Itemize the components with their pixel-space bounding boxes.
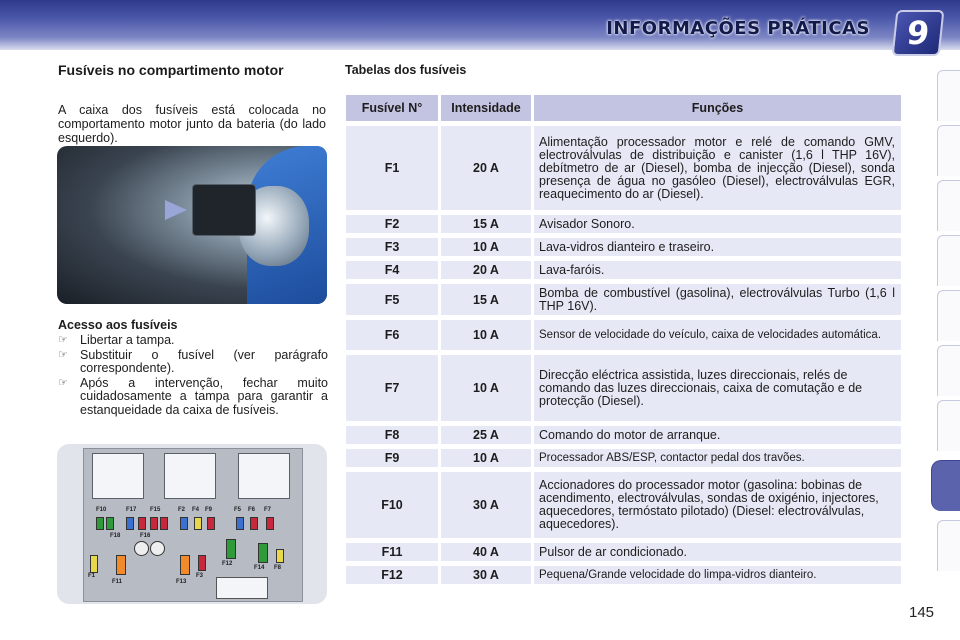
fuse-label: F11 xyxy=(112,579,123,585)
relay-slot xyxy=(238,453,290,499)
side-tabs xyxy=(932,70,960,580)
fuse-label: F2 xyxy=(178,507,186,513)
intro-paragraph: A caixa dos fusíveis está colocada no comportamento motor junto da bateria (do lado esquerdo). xyxy=(58,103,326,145)
amperage-cell: 20 A xyxy=(441,126,531,210)
table-row xyxy=(346,355,901,421)
connector-circle xyxy=(150,541,165,556)
fuse-green xyxy=(258,543,268,563)
fuse-orange xyxy=(180,555,190,575)
pointing-hand-icon: ☞ xyxy=(58,334,68,346)
amperage-cell: 30 A xyxy=(441,472,531,538)
fuse-cell: F7 xyxy=(346,355,438,421)
side-tab[interactable] xyxy=(937,70,960,121)
fuse-label: F5 xyxy=(234,507,242,513)
fuse-label: F17 xyxy=(126,507,137,513)
side-tab[interactable] xyxy=(937,235,960,286)
amperage-cell: 30 A xyxy=(441,566,531,584)
fuse-box-diagram xyxy=(57,444,327,604)
fuse-cell: F10 xyxy=(346,472,438,538)
fuse-red xyxy=(207,517,215,530)
relay-slot xyxy=(92,453,144,499)
side-tab-active[interactable] xyxy=(931,460,960,511)
column-header-functions: Funções xyxy=(534,95,901,121)
fuse-panel xyxy=(83,448,303,602)
amperage-cell: 15 A xyxy=(441,215,531,233)
connector-block xyxy=(216,577,268,599)
pointing-hand-icon: ☞ xyxy=(58,376,68,389)
fuse-label: F3 xyxy=(196,573,204,579)
section-title: Fusíveis no compartimento motor xyxy=(58,62,284,78)
table-header-row xyxy=(346,95,901,121)
fuse-orange xyxy=(116,555,126,575)
table-row xyxy=(346,284,901,315)
table-title: Tabelas dos fusíveis xyxy=(345,63,467,77)
fuse-label: F8 xyxy=(274,565,282,571)
table-row xyxy=(346,320,901,350)
fuse-cell: F4 xyxy=(346,261,438,279)
access-title: Acesso aos fusíveis xyxy=(58,318,178,332)
amperage-cell: 10 A xyxy=(441,320,531,350)
side-tab[interactable] xyxy=(937,125,960,176)
arrow-icon xyxy=(165,200,187,220)
list-item xyxy=(58,334,328,348)
fuse-cell: F11 xyxy=(346,543,438,561)
page-number: 145 xyxy=(909,604,935,621)
fuse-box xyxy=(192,184,256,236)
fuse-red xyxy=(198,555,206,571)
fuse-label: F12 xyxy=(222,561,233,567)
fuse-cell: F6 xyxy=(346,320,438,350)
function-cell: Accionadores do processador motor (gasolina: bobinas de acendimento, electroválvulas, sondas de oxigénio, injectores, aquecedores, termóstato pilotado) (Diesel: electroválvulas, aquecedores). xyxy=(534,472,901,538)
chapter-badge: 9 xyxy=(892,10,945,56)
fuse-label: F16 xyxy=(140,533,151,539)
fuse-label: F14 xyxy=(254,565,265,571)
fuse-label: F13 xyxy=(176,579,187,585)
amperage-cell: 10 A xyxy=(441,355,531,421)
fuse-blue xyxy=(236,517,244,530)
fuse-label: F18 xyxy=(110,533,121,539)
side-tab[interactable] xyxy=(937,520,960,571)
fuse-label: F9 xyxy=(205,507,213,513)
fuse-red xyxy=(160,517,168,530)
engine-compartment-photo xyxy=(57,146,327,304)
function-cell: Avisador Sonoro. xyxy=(534,215,901,233)
table-row xyxy=(346,126,901,210)
fuse-red xyxy=(138,517,146,530)
fuse-yellow xyxy=(194,517,202,530)
fuse-label: F10 xyxy=(96,507,107,513)
page-header xyxy=(0,0,960,50)
fuse-cell: F2 xyxy=(346,215,438,233)
column-header-intensity: Intensidade xyxy=(441,95,531,121)
function-cell: Pequena/Grande velocidade do limpa-vidros dianteiro. xyxy=(534,566,901,584)
fuse-label: F1 xyxy=(88,573,96,579)
side-tab[interactable] xyxy=(937,290,960,341)
function-cell: Processador ABS/ESP, contactor pedal dos travões. xyxy=(534,449,901,467)
fuse-yellow xyxy=(276,549,284,563)
function-cell: Sensor de velocidade do veículo, caixa de velocidades automática. xyxy=(534,320,901,350)
function-cell: Lava-vidros dianteiro e traseiro. xyxy=(534,238,901,256)
fuse-yellow xyxy=(90,555,98,573)
table-row xyxy=(346,215,901,233)
fuse-cell: F8 xyxy=(346,426,438,444)
fuse-red xyxy=(250,517,258,530)
step-text: Libertar a tampa. xyxy=(80,333,175,347)
step-text: Após a intervenção, fechar muito cuidadosamente a tampa para garantir a estanqueidade da caixa de fusíveis. xyxy=(80,375,328,417)
side-tab[interactable] xyxy=(937,180,960,231)
amperage-cell: 10 A xyxy=(441,238,531,256)
header-title: INFORMAÇÕES PRÁTICAS xyxy=(606,18,870,39)
fuse-table xyxy=(343,90,904,589)
table-row xyxy=(346,449,901,467)
amperage-cell: 25 A xyxy=(441,426,531,444)
fuse-cell: F12 xyxy=(346,566,438,584)
side-tab[interactable] xyxy=(937,400,960,451)
fuse-label: F6 xyxy=(248,507,256,513)
fuse-red xyxy=(150,517,158,530)
list-item xyxy=(58,377,328,418)
fuse-label: F15 xyxy=(150,507,161,513)
table-row xyxy=(346,261,901,279)
fuse-green xyxy=(226,539,236,559)
table-row xyxy=(346,566,901,584)
fuse-label: F4 xyxy=(192,507,200,513)
function-cell: Comando do motor de arranque. xyxy=(534,426,901,444)
steps-list xyxy=(58,334,328,418)
amperage-cell: 15 A xyxy=(441,284,531,315)
pointing-hand-icon: ☞ xyxy=(58,348,68,361)
fuse-blue xyxy=(180,517,188,530)
connector-circle xyxy=(134,541,149,556)
amperage-cell: 10 A xyxy=(441,449,531,467)
fuse-blue xyxy=(126,517,134,530)
fuse-cell: F9 xyxy=(346,449,438,467)
fuse-cell: F1 xyxy=(346,126,438,210)
fuse-cell: F3 xyxy=(346,238,438,256)
function-cell: Direcção eléctrica assistida, luzes direccionais, relés de comando das luzes direccionais, caixa de comutação e de protecção (Diesel). xyxy=(534,355,901,421)
table-row xyxy=(346,238,901,256)
step-text: Substituir o fusível (ver parágrafo correspondente). xyxy=(80,347,328,375)
fuse-cell: F5 xyxy=(346,284,438,315)
function-cell: Alimentação processador motor e relé de comando GMV, electroválvulas de distribuição e canister (1,6 l THP 16V), debítmetro de ar (Diesel), bomba de injecção (Diesel), sonda presença de água no gasóleo (Diesel), electroválvulas EGR, reaquecimento do ar (Diesel). xyxy=(534,126,901,210)
fuse-red xyxy=(266,517,274,530)
function-cell: Pulsor de ar condicionado. xyxy=(534,543,901,561)
side-tab[interactable] xyxy=(937,345,960,396)
list-item xyxy=(58,349,328,376)
fuse-green xyxy=(96,517,104,530)
column-header-fuse: Fusível N° xyxy=(346,95,438,121)
function-cell: Bomba de combustível (gasolina), electroválvulas Turbo (1,6 l THP 16V). xyxy=(534,284,901,315)
relay-slot xyxy=(164,453,216,499)
amperage-cell: 20 A xyxy=(441,261,531,279)
fuse-green xyxy=(106,517,114,530)
function-cell: Lava-faróis. xyxy=(534,261,901,279)
table-row xyxy=(346,543,901,561)
table-row xyxy=(346,472,901,538)
amperage-cell: 40 A xyxy=(441,543,531,561)
table-row xyxy=(346,426,901,444)
fuse-label: F7 xyxy=(264,507,272,513)
